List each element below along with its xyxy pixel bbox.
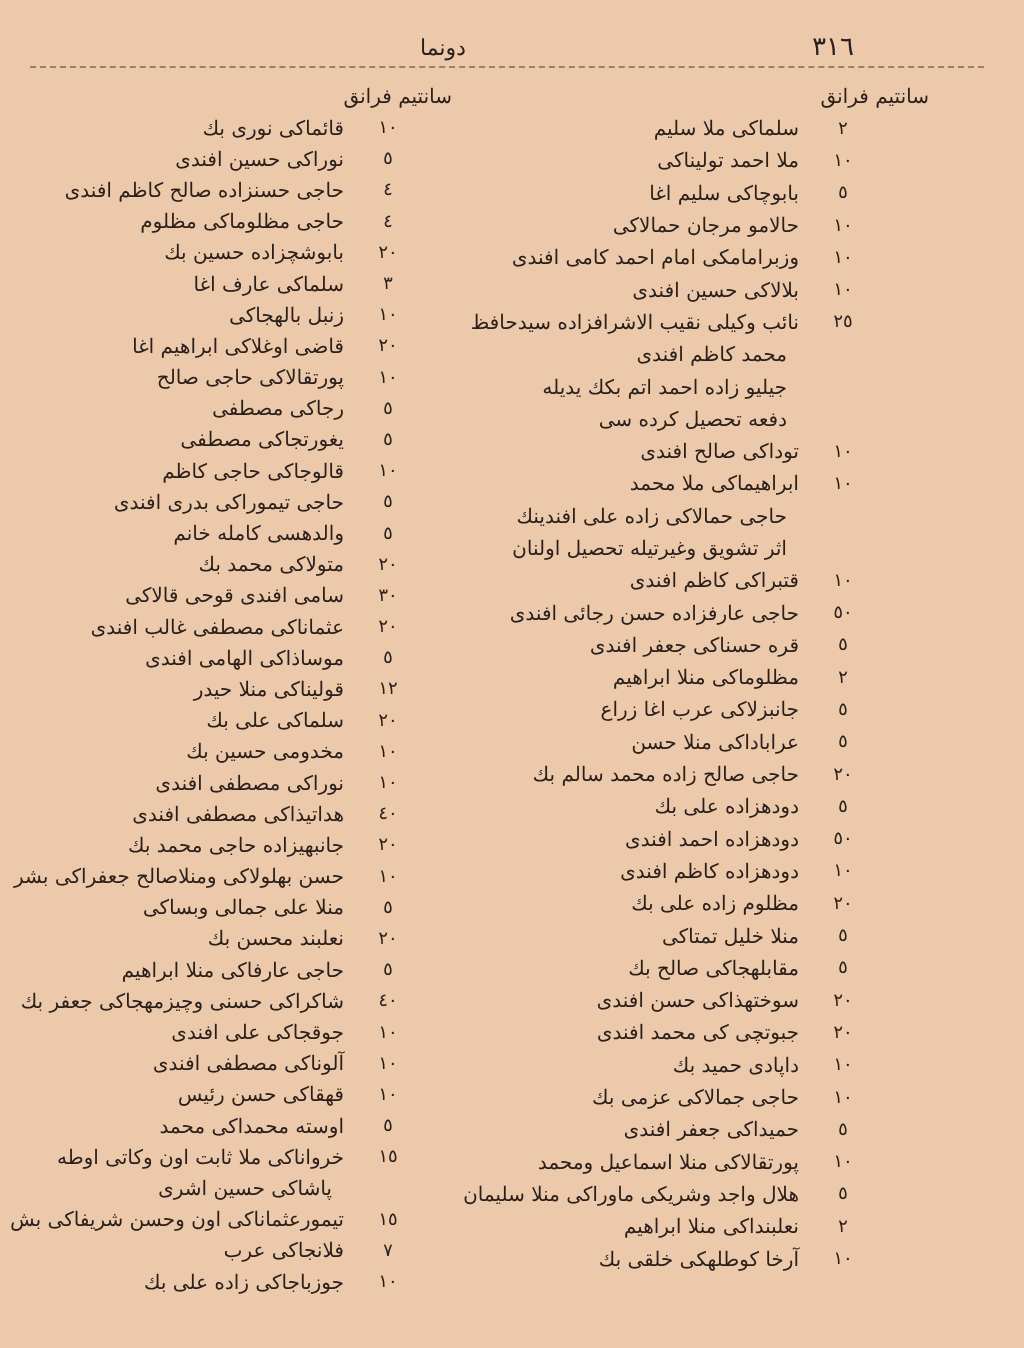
amount-value: ٢٠ — [378, 616, 398, 638]
donor-name: محمد کاظم افندی — [636, 342, 787, 367]
list-item — [44, 767, 424, 798]
donor-name: فلانجاکی عرب — [223, 1238, 344, 1263]
amount-value: ١٠ — [378, 1021, 398, 1043]
donor-name: دودهزاده علی بك — [654, 794, 799, 819]
donor-name: نعلبنداکی منلا ابراهیم — [623, 1214, 799, 1239]
amount-value: ١٠ — [833, 440, 853, 462]
list-item — [469, 596, 879, 628]
donor-name: سوختهذاکی حسن افندی — [596, 988, 799, 1013]
list-item — [44, 1079, 424, 1110]
amount-value: ٢٥ — [833, 311, 853, 333]
list-item — [469, 1081, 879, 1113]
donor-name: نوراکی حسین افندی — [175, 146, 344, 171]
list-item — [469, 887, 879, 919]
donor-name: عراباداکی منلا حسن — [631, 729, 799, 754]
amount-value: ٥ — [838, 1183, 848, 1205]
amount-value: ١٠ — [378, 304, 398, 326]
amount-value: ١٥ — [378, 1208, 398, 1230]
donor-name: قائماکی نوری بك — [202, 115, 344, 140]
amount-value: ١٠ — [378, 1083, 398, 1105]
donor-name: حمیداکی جعفر افندی — [623, 1117, 799, 1142]
amount-value: ٥ — [383, 959, 393, 981]
list-item — [469, 338, 879, 370]
donor-name: منلا علی جمالی وبساکی — [142, 895, 344, 920]
list-item — [44, 642, 424, 673]
donor-name: جانبهیزاده حاجی محمد بك — [128, 832, 344, 857]
list-item — [469, 629, 879, 661]
donor-name: بابوچاکی سلیم اغا — [649, 180, 799, 205]
donor-name: قتبراکی کاظم افندی — [629, 568, 799, 593]
amount-value: ٢ — [838, 666, 848, 688]
donor-name: حاجی جمالاکی عزمی بك — [592, 1085, 799, 1110]
donor-name: قره حسناکی جعفر افندی — [589, 632, 799, 657]
list-item — [44, 1141, 424, 1172]
amount-value: ٥ — [383, 1115, 393, 1137]
amount-value: ٥ — [383, 522, 393, 544]
donor-name: جانبزلاکی عرب اغا زراع — [600, 697, 799, 722]
donor-name: جوزباجاکی زاده علی بك — [144, 1269, 344, 1294]
amount-value: ٢٠ — [833, 763, 853, 785]
list-item — [469, 564, 879, 596]
list-item — [14, 861, 424, 892]
list-item — [469, 1146, 879, 1178]
amount-value: ٢٠ — [378, 553, 398, 575]
donor-name: مقابلهجاکی صالح بك — [628, 955, 799, 980]
amount-value: ٣ — [383, 273, 393, 295]
donor-name: حاجی عارفزاده حسن رجائی افندی — [509, 600, 799, 625]
list-item — [44, 517, 424, 548]
list-item — [44, 424, 424, 455]
amount-value: ٢٠ — [378, 709, 398, 731]
list-item — [469, 209, 879, 241]
list-item — [469, 500, 879, 532]
donor-name: هلال واجد وشریکی ماوراکی منلا سلیمان — [463, 1181, 799, 1206]
donor-name: دودهزاده کاظم افندی — [620, 858, 799, 883]
donor-name: آرخا کوطلهکی خلقی بك — [598, 1246, 799, 1271]
list-item — [469, 467, 879, 499]
amount-value: ٤٠ — [378, 990, 398, 1012]
donor-name: حاجی تیموراکی بدری افندی — [113, 489, 344, 514]
donor-name: بابوشچزاده حسین بك — [164, 240, 344, 265]
amount-value: ٢٠ — [378, 335, 398, 357]
amount-value: ٥ — [383, 491, 393, 513]
donor-name: عثماناکی مصطفی غالب افندی — [90, 614, 344, 639]
amount-value: ١٥ — [378, 1146, 398, 1168]
donor-name: جوقجاکی علی افندی — [171, 1020, 344, 1045]
list-item — [44, 237, 424, 268]
amount-value: ١٠ — [378, 117, 398, 139]
list-item — [44, 1016, 424, 1047]
donor-name: مخدومی حسین بك — [186, 739, 344, 764]
donor-name: حاجی عارفاکی منلا ابراهیم — [121, 957, 344, 982]
amount-value: ١٢ — [378, 678, 398, 700]
list-item — [44, 923, 424, 954]
donor-name: سلماکی عارف اغا — [193, 271, 344, 296]
donor-name: سلماکی ملا سلیم — [653, 116, 799, 141]
donor-name: حاجی حسنزاده صالح کاظم افندی — [64, 177, 344, 202]
list-item — [469, 144, 879, 176]
amount-value: ٢ — [838, 1215, 848, 1237]
list-item — [44, 143, 424, 174]
donor-name: والدهسی کامله خانم — [173, 521, 344, 546]
right-column-heading: سانتیم فرانق — [820, 84, 929, 108]
list-item — [44, 1266, 424, 1297]
left-column-rows — [10, 112, 424, 1297]
donor-name: پورتقالاکی منلا اسماعیل ومحمد — [537, 1149, 799, 1174]
amount-value: ٤ — [383, 179, 393, 201]
list-item — [469, 435, 879, 467]
right-column-rows — [463, 112, 879, 1275]
amount-value: ٢٠ — [833, 1021, 853, 1043]
amount-value: ١٠ — [833, 569, 853, 591]
amount-value: ٥ — [838, 698, 848, 720]
donor-name: حاجی صالح زاده محمد سالم بك — [532, 762, 799, 787]
list-item — [469, 952, 879, 984]
donor-name: هداتیذاکی مصطفی افندی — [132, 801, 344, 826]
list-item — [10, 1204, 424, 1235]
donor-name: اثر تشویق وغیرتیله تحصیل اولنان — [512, 536, 787, 560]
list-item — [469, 661, 879, 693]
donor-name: ملا احمد تولیناکی — [657, 148, 799, 173]
donor-name: تیمورعثماناکی اون وحسن شریفاکی بش — [10, 1207, 344, 1232]
list-item — [44, 1048, 424, 1079]
left-column — [10, 84, 452, 1297]
amount-value: ٢ — [838, 117, 848, 139]
list-item — [44, 829, 424, 860]
donor-name: بلالاکی حسین افندی — [632, 277, 799, 302]
amount-value: ١٠ — [378, 772, 398, 794]
list-item — [44, 299, 424, 330]
donor-name: پاشاکی حسین اشری — [158, 1175, 332, 1200]
amount-value: ٥ — [383, 647, 393, 669]
amount-value: ٥ — [838, 957, 848, 979]
amount-value: ١٠ — [833, 1054, 853, 1076]
amount-value: ١٠ — [833, 149, 853, 171]
list-item — [44, 206, 424, 237]
donor-name: حاجی حمالاکی زاده علی افندینك — [516, 503, 787, 528]
amount-value: ٧ — [383, 1239, 393, 1261]
list-item — [469, 790, 879, 822]
donor-name: داپادی حمید بك — [672, 1052, 799, 1077]
list-item — [463, 1178, 879, 1210]
amount-value: ٥٠ — [833, 828, 853, 850]
page-header — [0, 26, 1024, 66]
donor-name: مظلوم زاده علی بك — [631, 891, 799, 916]
donor-name: حسن بهلولاکی ومنلاصالح جعفراکی بشر — [14, 864, 344, 889]
list-item — [44, 486, 424, 517]
list-item — [469, 403, 879, 435]
donor-name: وزبرامامکی امام احمد کامی افندی — [511, 245, 799, 270]
amount-value: ٢٠ — [833, 892, 853, 914]
running-title: دونما — [420, 36, 466, 61]
donor-name: جبوتچی کی محمد افندی — [596, 1020, 799, 1045]
donor-name: شاکراکی حسنی وچیزمهجاکی جعفر بك — [20, 988, 344, 1013]
amount-value: ١٠ — [378, 740, 398, 762]
list-item — [469, 532, 879, 564]
amount-value: ٢٠ — [378, 927, 398, 949]
amount-value: ١٠ — [378, 865, 398, 887]
amount-value: ٥ — [838, 925, 848, 947]
list-item — [469, 241, 879, 273]
list-item — [44, 393, 424, 424]
donor-name: دفعه تحصیل کرده سی — [598, 406, 787, 431]
list-item — [469, 306, 879, 338]
donor-name: رجاکی مصطفی — [212, 396, 344, 421]
amount-value: ١٠ — [833, 246, 853, 268]
donor-name: سلماکی علی بك — [206, 708, 344, 733]
amount-value: ١٠ — [833, 860, 853, 882]
donor-name: قالوجاکی حاجی کاظم — [162, 458, 344, 483]
list-item — [44, 580, 424, 611]
list-item — [44, 611, 424, 642]
list-item — [44, 1172, 424, 1203]
list-item — [44, 549, 424, 580]
list-item — [469, 370, 879, 402]
amount-value: ٤٠ — [378, 803, 398, 825]
donor-name: پورتقالاکی حاجی صالح — [156, 365, 344, 390]
amount-value: ٢٠ — [833, 989, 853, 1011]
donor-name: حالامو مرجان حمالاکی — [612, 213, 799, 238]
header-rule — [30, 66, 984, 68]
list-item — [469, 273, 879, 305]
amount-value: ٥ — [383, 896, 393, 918]
list-item — [44, 736, 424, 767]
list-item — [469, 726, 879, 758]
list-item — [44, 362, 424, 393]
list-item — [469, 823, 879, 855]
amount-value: ٥ — [838, 731, 848, 753]
donor-name: آلوناکی مصطفی افندی — [152, 1051, 344, 1076]
list-item — [469, 1242, 879, 1274]
list-item — [469, 177, 879, 209]
amount-value: ٥ — [838, 1118, 848, 1140]
list-item — [44, 1235, 424, 1266]
donor-name: نوراکی مصطفی افندی — [155, 770, 344, 795]
donor-name: یغورتجاکی مصطفی — [180, 427, 344, 452]
amount-value: ٤ — [383, 210, 393, 232]
list-item — [44, 798, 424, 829]
amount-value: ٥ — [838, 182, 848, 204]
list-item — [469, 919, 879, 951]
amount-value: ١٠ — [378, 366, 398, 388]
donor-name: نائب وکیلی نقیب الاشرافزاده سیدحافظ — [470, 309, 799, 334]
amount-value: ١٠ — [833, 1151, 853, 1173]
amount-value: ١٠ — [378, 460, 398, 482]
list-item — [469, 1210, 879, 1242]
list-item — [44, 673, 424, 704]
donor-name: متولاکی محمد بك — [198, 552, 344, 577]
amount-value: ٥٠ — [833, 602, 853, 624]
amount-value: ٥ — [383, 397, 393, 419]
page-number: ٣١٦ — [812, 32, 854, 62]
amount-value: ١٠ — [833, 1248, 853, 1270]
list-item — [44, 268, 424, 299]
donor-name: قاضی اوغلاکی ابراهیم اغا — [132, 333, 344, 358]
list-item — [44, 174, 424, 205]
list-item — [469, 1049, 879, 1081]
amount-value: ١٠ — [833, 214, 853, 236]
list-item — [469, 984, 879, 1016]
list-item — [44, 705, 424, 736]
donor-name: قهقاکی حسن رئیس — [177, 1082, 344, 1107]
list-item — [44, 954, 424, 985]
amount-value: ٥ — [383, 428, 393, 450]
amount-value: ٢٠ — [378, 834, 398, 856]
donor-name: سامی افندی قوحی قالاکی — [125, 583, 344, 608]
amount-value: ٥ — [838, 795, 848, 817]
left-column-heading: سانتیم فرانق — [343, 84, 452, 108]
list-item — [469, 1016, 879, 1048]
donor-name: قولیناکی منلا حیدر — [193, 676, 344, 701]
donor-name: دودهزاده احمد افندی — [625, 826, 799, 851]
list-item — [20, 985, 424, 1016]
list-item — [469, 1113, 879, 1145]
right-column — [463, 84, 929, 1275]
donor-name: مظلوماکی منلا ابراهیم — [612, 665, 799, 690]
donor-name: ابراهیماکی ملا محمد — [629, 471, 799, 496]
donor-name: توداکی صالح افندی — [640, 439, 799, 464]
list-item — [469, 693, 879, 725]
amount-value: ٣٠ — [378, 584, 398, 606]
list-item — [44, 112, 424, 143]
donor-name: حاجی مظلوماکی مظلوم — [140, 209, 344, 234]
list-item — [469, 112, 879, 144]
amount-value: ٥ — [383, 148, 393, 170]
list-item — [44, 330, 424, 361]
list-item — [469, 855, 879, 887]
amount-value: ١٠ — [833, 1086, 853, 1108]
amount-value: ١٠ — [378, 1052, 398, 1074]
list-item — [469, 758, 879, 790]
amount-value: ١٠ — [833, 279, 853, 301]
donor-name: اوسته محمداکی محمد — [159, 1113, 344, 1138]
donor-name: خرواناکی ملا ثابت اون وکاتی اوطه — [56, 1144, 344, 1169]
list-item — [44, 1110, 424, 1141]
donor-name: نعلبند محسن بك — [207, 926, 344, 951]
donor-name: موساذاکی الهامی افندی — [145, 645, 344, 670]
donor-name: جیلیو زاده احمد اتم بکك یدیله — [542, 374, 787, 399]
amount-value: ٢٠ — [378, 241, 398, 263]
amount-value: ١٠ — [378, 1271, 398, 1293]
list-item — [44, 455, 424, 486]
amount-value: ٥ — [838, 634, 848, 656]
list-item — [44, 892, 424, 923]
amount-value: ١٠ — [833, 472, 853, 494]
donor-name: زنبل بالهجاکی — [229, 302, 344, 327]
donor-name: منلا خلیل تمتاکی — [661, 923, 799, 948]
